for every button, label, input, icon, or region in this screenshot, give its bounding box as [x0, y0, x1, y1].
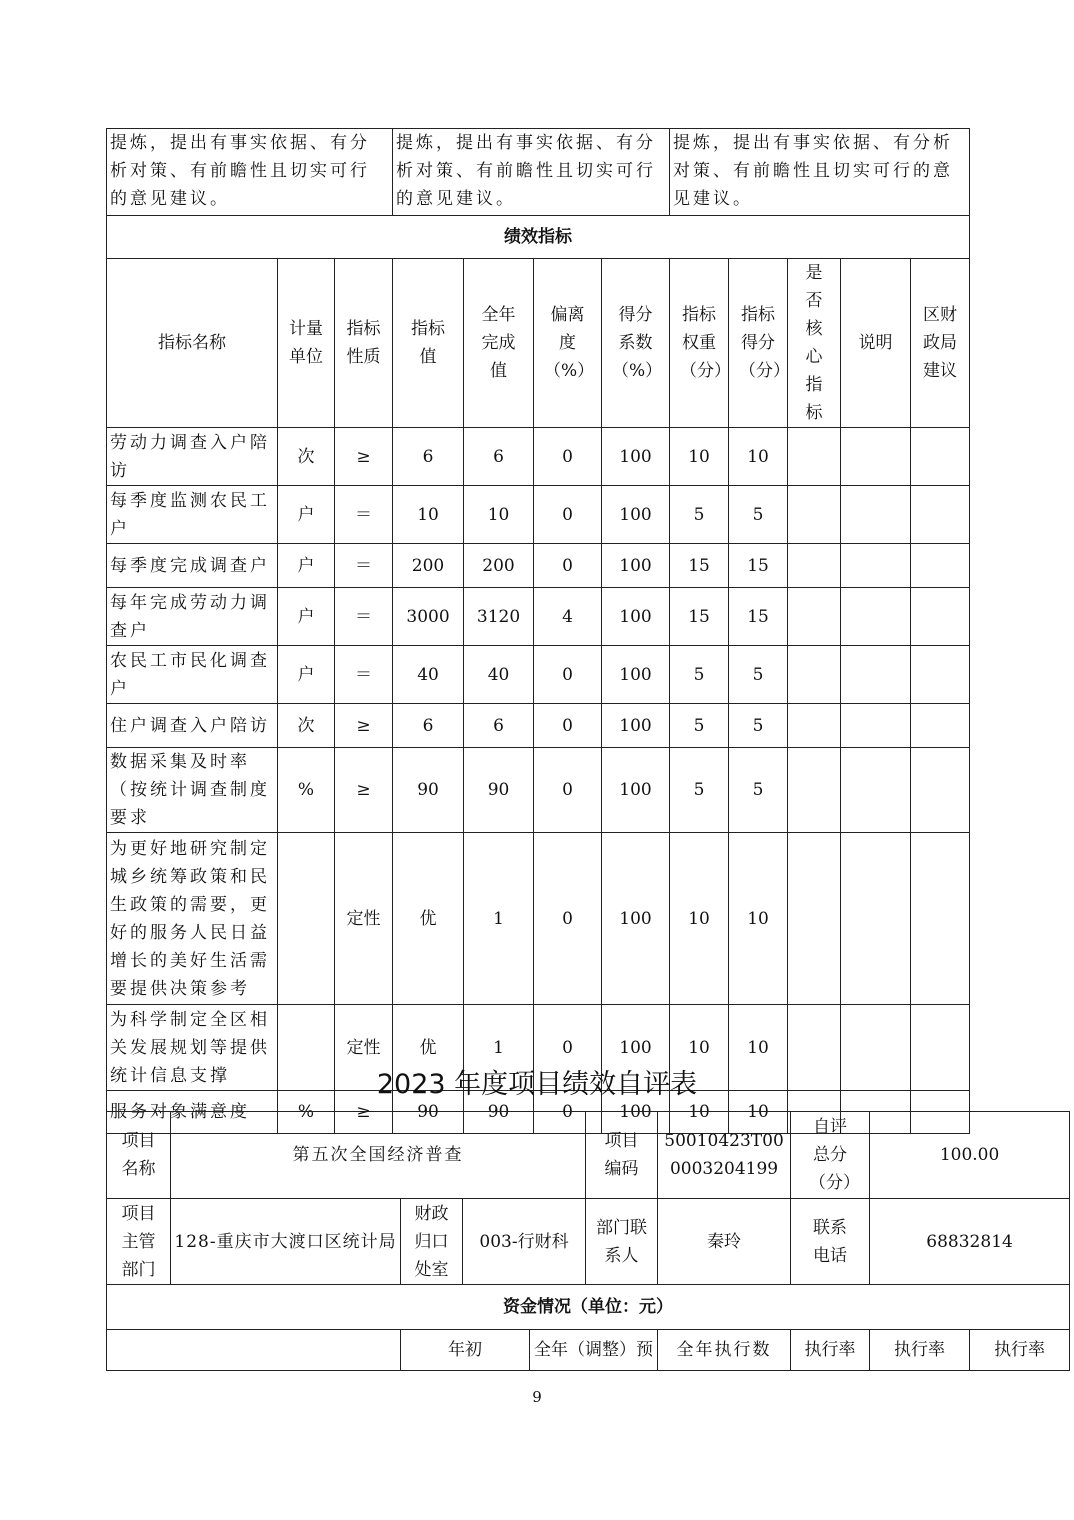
table-cell: 户 — [278, 544, 335, 588]
table-cell: 5 — [729, 748, 788, 833]
performance-indicator-table — [106, 128, 970, 1134]
table-cell — [278, 833, 335, 1005]
indicator-name: 住户调查入户陪访 — [107, 704, 278, 748]
table-cell: 100 — [602, 704, 670, 748]
table-cell: 90 — [393, 1091, 464, 1134]
table-cell: 户 — [278, 646, 335, 704]
table-cell: 0 — [534, 833, 602, 1005]
indicator-name: 劳动力调查入户陪访 — [107, 428, 278, 486]
table-cell: 10 — [729, 1005, 788, 1091]
table-cell: 0 — [534, 428, 602, 486]
table-cell: 10 — [670, 1091, 729, 1134]
table-row — [107, 544, 970, 588]
table-cell: 0 — [534, 486, 602, 544]
table-cell: 0 — [534, 544, 602, 588]
form-row-dept — [107, 1199, 1070, 1285]
funds-title-row — [107, 1285, 1070, 1330]
funds-header: 年初 — [401, 1330, 530, 1371]
table-cell — [841, 646, 911, 704]
table-cell: ＝ — [335, 486, 393, 544]
table-cell — [841, 544, 911, 588]
table-cell: 100 — [602, 1005, 670, 1091]
indicator-name: 为更好地研究制定城乡统筹政策和民生政策的需要，更好的服务人民日益增长的美好生活需要提供决策参考 — [107, 833, 278, 1005]
table-cell: 5 — [670, 748, 729, 833]
table-cell — [788, 704, 841, 748]
table-cell: 10 — [393, 486, 464, 544]
table-cell: 100 — [602, 486, 670, 544]
table-cell: 6 — [393, 428, 464, 486]
dept-value: 128-重庆市大渡口区统计局 — [171, 1199, 401, 1285]
table-cell — [911, 544, 970, 588]
table-cell: 100 — [602, 833, 670, 1005]
column-header: 计量单位 — [278, 259, 335, 428]
column-header: 是否核心指标 — [788, 259, 841, 428]
funds-title: 资金情况（单位：元） — [107, 1285, 1070, 1330]
table-cell — [841, 748, 911, 833]
section-title-row — [107, 216, 970, 259]
section-title: 绩效指标 — [107, 216, 970, 259]
table-cell: 15 — [670, 588, 729, 646]
table-cell: 5 — [670, 704, 729, 748]
contact-value: 秦玲 — [658, 1199, 791, 1285]
table-cell: 次 — [278, 428, 335, 486]
funds-header — [107, 1330, 401, 1371]
table-cell — [911, 833, 970, 1005]
table-cell: 1 — [464, 1005, 534, 1091]
phone-label: 联系电话 — [791, 1199, 870, 1285]
table-cell — [788, 544, 841, 588]
continuation-row — [107, 129, 970, 216]
table-cell — [841, 588, 911, 646]
column-header: 偏离度（%） — [534, 259, 602, 428]
office-label: 财政归口处室 — [401, 1199, 463, 1285]
table-cell: 15 — [729, 588, 788, 646]
table-cell — [911, 646, 970, 704]
funds-header-row — [107, 1330, 1070, 1371]
table-cell: 1 — [464, 833, 534, 1005]
table-cell: ＝ — [335, 588, 393, 646]
table-row — [107, 428, 970, 486]
table-cell — [911, 428, 970, 486]
column-header: 说明 — [841, 259, 911, 428]
table-cell: 5 — [670, 486, 729, 544]
table-row — [107, 704, 970, 748]
continuation-text: 提炼，提出有事实依据、有分析对策、有前瞻性且切实可行的意见建议。 — [107, 129, 393, 216]
form-title: 2023 年度项目绩效自评表 — [376, 1069, 698, 1100]
table-cell: 0 — [534, 748, 602, 833]
contact-label: 部门联系人 — [586, 1199, 658, 1285]
table-cell: 40 — [464, 646, 534, 704]
table-row — [107, 486, 970, 544]
column-header: 指标名称 — [107, 259, 278, 428]
table-cell: ≥ — [335, 428, 393, 486]
page-number: 9 — [532, 1388, 542, 1406]
table-cell — [788, 646, 841, 704]
table-cell — [841, 833, 911, 1005]
table-cell: 10 — [729, 833, 788, 1005]
table-cell: 90 — [464, 748, 534, 833]
table-cell: 优 — [393, 1005, 464, 1091]
funds-header: 执行率 — [791, 1330, 870, 1371]
table-cell — [841, 486, 911, 544]
column-header: 指标值 — [393, 259, 464, 428]
table-cell: 5 — [729, 646, 788, 704]
indicator-name: 服务对象满意度 — [107, 1091, 278, 1134]
table-cell: 6 — [464, 704, 534, 748]
column-header: 指标性质 — [335, 259, 393, 428]
table-cell — [911, 748, 970, 833]
table-row — [107, 588, 970, 646]
table-cell: 5 — [729, 704, 788, 748]
table-cell: 90 — [393, 748, 464, 833]
project-name-label: 项目名称 — [107, 1112, 171, 1199]
table-cell: % — [278, 1091, 335, 1134]
table-cell: 6 — [464, 428, 534, 486]
table-cell: 100 — [602, 1091, 670, 1134]
table-row — [107, 646, 970, 704]
table-cell — [841, 704, 911, 748]
table-cell: 0 — [534, 704, 602, 748]
table-cell: 定性 — [335, 1005, 393, 1091]
table-cell: % — [278, 748, 335, 833]
table-cell: 0 — [534, 646, 602, 704]
table-cell: 0 — [534, 1091, 602, 1134]
table-cell: 100 — [602, 544, 670, 588]
table-cell: ＝ — [335, 646, 393, 704]
table-cell: 优 — [393, 833, 464, 1005]
table-cell: ＝ — [335, 544, 393, 588]
table-cell: 15 — [670, 544, 729, 588]
indicator-name: 为科学制定全区相关发展规划等提供统计信息支撑 — [107, 1005, 278, 1091]
funds-header: 全年（调整）预 — [530, 1330, 658, 1371]
table-cell: 200 — [393, 544, 464, 588]
project-name: 第五次全国经济普查 — [171, 1112, 586, 1199]
table-row — [107, 748, 970, 833]
table-cell: 10 — [670, 833, 729, 1005]
column-header: 全年完成值 — [464, 259, 534, 428]
dept-label: 项目主管部门 — [107, 1199, 171, 1285]
table-cell: 4 — [534, 588, 602, 646]
funds-header: 执行率 — [870, 1330, 970, 1371]
table-cell — [911, 588, 970, 646]
column-header: 指标得分（分） — [729, 259, 788, 428]
table-cell: 40 — [393, 646, 464, 704]
table-cell: 10 — [464, 486, 534, 544]
table-cell: 100 — [602, 588, 670, 646]
indicator-name: 数据采集及时率（按统计调查制度要求 — [107, 748, 278, 833]
table-cell: ≥ — [335, 1091, 393, 1134]
table-cell: 6 — [393, 704, 464, 748]
table-row — [107, 833, 970, 1005]
table-cell: 10 — [729, 1091, 788, 1134]
table-cell: 100 — [602, 428, 670, 486]
form-row-project — [107, 1112, 1070, 1199]
phone-value: 68832814 — [870, 1199, 1070, 1285]
table-cell: 100 — [602, 646, 670, 704]
table-cell: 10 — [670, 428, 729, 486]
indicator-name: 每年完成劳动力调查户 — [107, 588, 278, 646]
table-cell: 10 — [729, 428, 788, 486]
table-cell: 0 — [534, 1005, 602, 1091]
table-cell: 户 — [278, 588, 335, 646]
table-cell — [911, 486, 970, 544]
column-header: 得分系数（%） — [602, 259, 670, 428]
table-cell: 100 — [602, 748, 670, 833]
table-cell: 15 — [729, 544, 788, 588]
table-cell — [788, 748, 841, 833]
continuation-text: 提炼，提出有事实依据、有分析对策、有前瞻性且切实可行的意见建议。 — [670, 129, 970, 216]
table-cell: 200 — [464, 544, 534, 588]
column-header: 指标权重（分） — [670, 259, 729, 428]
table-cell: 5 — [729, 486, 788, 544]
indicator-name: 农民工市民化调查户 — [107, 646, 278, 704]
table-cell: 次 — [278, 704, 335, 748]
funds-header: 全年执行数 — [658, 1330, 791, 1371]
table-cell: 3000 — [393, 588, 464, 646]
funds-header: 执行率 — [970, 1330, 1070, 1371]
continuation-text: 提炼，提出有事实依据、有分析对策、有前瞻性且切实可行的意见建议。 — [393, 129, 670, 216]
self-evaluation-form — [106, 1111, 1070, 1371]
table-cell: 户 — [278, 486, 335, 544]
table-cell: 10 — [670, 1005, 729, 1091]
column-header: 区财政局建议 — [911, 259, 970, 428]
table-cell — [788, 486, 841, 544]
table-cell: 定性 — [335, 833, 393, 1005]
project-code: 50010423T000003204199 — [658, 1112, 791, 1199]
table-cell — [788, 833, 841, 1005]
table-cell — [841, 428, 911, 486]
table-cell — [911, 704, 970, 748]
score-label: 自评总分（分） — [791, 1112, 870, 1199]
table-cell — [788, 588, 841, 646]
project-code-label: 项目编码 — [586, 1112, 658, 1199]
score-value: 100.00 — [870, 1112, 1070, 1199]
header-row — [107, 259, 970, 428]
indicator-name: 每季度完成调查户 — [107, 544, 278, 588]
table-cell: 3120 — [464, 588, 534, 646]
table-cell: ≥ — [335, 748, 393, 833]
table-cell: ≥ — [335, 704, 393, 748]
table-cell: 90 — [464, 1091, 534, 1134]
table-cell — [788, 428, 841, 486]
indicator-name: 每季度监测农民工户 — [107, 486, 278, 544]
table-cell: 5 — [670, 646, 729, 704]
office-value: 003-行财科 — [463, 1199, 586, 1285]
